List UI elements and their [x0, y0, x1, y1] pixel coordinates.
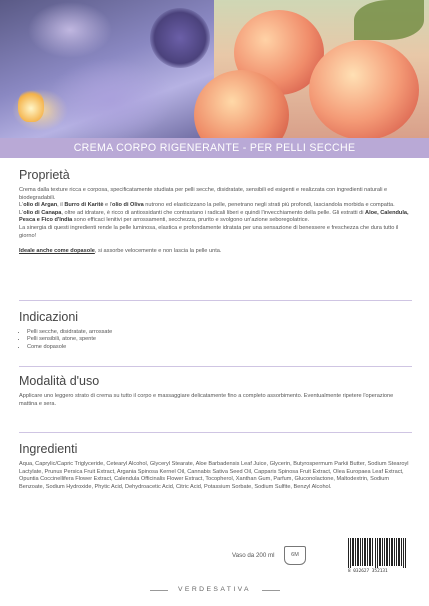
peaches-photo [214, 0, 429, 138]
volume-label: Vaso da 200 ml [232, 552, 275, 559]
paragraph: L'olio di Argan, il Burro di Karitè e l'olio di Oliva nutrono ed elasticizzano la pelle, penetrano negli strati più profondi, lasciandola morbida e compatta. [19, 202, 395, 209]
section-title: Modalità d'uso [19, 374, 100, 388]
pao-jar-icon [284, 546, 306, 565]
divider [19, 432, 412, 433]
peach [309, 40, 419, 138]
divider [19, 300, 412, 301]
pao-label: 6M [291, 552, 299, 558]
ingredients-list: Aqua, Caprylic/Capric Triglyceride, Cetearyl Alcohol, Glyceryl Stearate, Aloe Barbadensis Leaf Juice, Glycerin, Butyrospermum Parkii Butter, Sodium Stearoyl Lactylate, Prunus Persica Fruit Extract, Argania Spinosa Kernel Oil, Cannabis Sativa Seed Oil, Capparis Spinosa Fruit Extract, Olea Europaea Leaf Extract, Opuntia Coccinellifera Flower Extract, Calendula Officinalis Flower Extract, Tocopherol, Xanthan Gum, Parfum, Gluconolactone, Maltodextrin, Sodium Benzoate, Sodium Hydroxide, Phytic Acid, Dehydroacetic Acid, Citric Acid, Potassium Sorbate, Sodium Sulfite, Benzyl Alcohol. [19, 461, 409, 490]
indicazioni-list [19, 329, 412, 351]
section-title: Proprietà [19, 168, 70, 182]
section-indicazioni [19, 310, 412, 351]
list-item: • Pelli secche, disidratate, arrossate [27, 329, 412, 336]
barcode [348, 538, 406, 568]
lavender-salts-photo [0, 0, 214, 138]
list-item: • Pelli sensibili, atone, spente [27, 336, 412, 343]
candle-flame [18, 88, 44, 122]
peach-leaf [354, 0, 424, 40]
section-title: Indicazioni [19, 310, 79, 324]
brand-line-right [262, 590, 280, 591]
lavender-flowers [150, 8, 210, 68]
product-title-banner: CREMA CORPO RIGENERANTE - PER PELLI SECCHE [0, 138, 429, 158]
barcode-number: 8 032627 352131 [348, 569, 388, 574]
paragraph: Crema dalla texture ricca e corposa, specificatamente studiata per pelli secche, disidratate, sensibili ed esigenti e realizzata con ingredienti naturali e biodegradabili. [19, 187, 388, 201]
paragraph: La sinergia di questi ingredienti rende la pelle luminosa, elastica e profondamente idratata per una sensazione di benessere e freschezza che dura tutto il giorno! [19, 224, 399, 239]
brand-name: VERDESATIVA [178, 586, 251, 593]
section-ingredienti [19, 442, 412, 491]
paragraph: Ideale anche come dopasole, si assorbe velocemente e non lascia la pelle unta. [19, 248, 222, 255]
section-proprieta [19, 168, 412, 256]
section-modalita [19, 374, 412, 408]
paragraph: L'olio di Canapa, oltre ad idratare, è ricco di antiossidanti che contrastano i radicali liberi e quindi l'invecchiamento della pelle. Gli estratti di Aloe, Calendula, Pesca e Fico d'India sono efficaci lenitivi per arrossamenti, secchezza, prurito e svolgono un'azione seboregolatrice. [19, 209, 409, 224]
list-item: • Come dopasole [27, 344, 412, 351]
section-title: Ingredienti [19, 442, 78, 456]
paragraph: Applicare uno leggero strato di crema su tutto il corpo e massaggiare delicatamente fino a completo assorbimento. Eventualmente ripetere l'operazione mattina e sera. [19, 393, 394, 407]
hero-image [0, 0, 429, 138]
divider [19, 366, 412, 367]
